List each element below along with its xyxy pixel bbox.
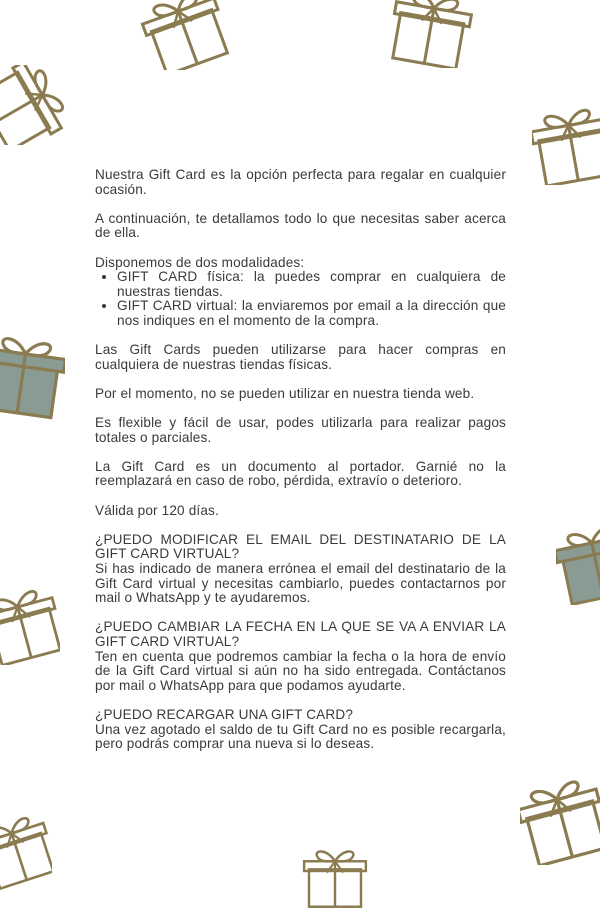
gift-box-icon [140, 0, 230, 70]
list-item: • GIFT CARD física: la puedes comprar en cualquiera de nuestras tiendas. [117, 270, 506, 299]
gift-box-icon [0, 585, 60, 665]
faq-answer: Si has indicado de manera errónea el email del destinatario de la Gift Card virtual y necesitas cambiarlo, puedes contactarnos por mail o WhatsApp y te ayudaremos. [95, 561, 506, 606]
faq-item [95, 533, 506, 606]
list-item: • GIFT CARD virtual: la enviaremos por email a la dirección que nos indiques en el momento de la compra. [117, 299, 506, 328]
faq-answer: Una vez agotado el saldo de tu Gift Card no es posible recargarla, pero podrás comprar una nueva si lo deseas. [95, 721, 506, 752]
gift-box-icon [532, 105, 600, 185]
faq-answer: Ten en cuenta que podremos cambiar la fecha o la hora de envío de la Gift Card virtual si aún no ha sido entregada. Contáctanos por mail o WhatsApp para que podamos ayudarte. [95, 648, 506, 693]
faq-item [95, 708, 506, 752]
gift-box-icon [520, 775, 600, 865]
faq-item [95, 620, 506, 693]
gift-card-info [95, 168, 506, 766]
info-paragraph: Por el momento, no se pueden utilizar en nuestra tienda web. [95, 385, 475, 401]
info-paragraph: Es flexible y fácil de usar, podes utilizarla para realizar pagos totales o parciales. [95, 415, 506, 445]
gift-box-icon [388, 0, 473, 68]
gift-box-icon [0, 325, 65, 425]
gift-box-icon [0, 65, 65, 145]
info-paragraph: La Gift Card es un documento al portador. Garnié no la reemplazará en caso de robo, pérdida, extravío o deterioro. [95, 458, 506, 489]
gift-box-icon [300, 845, 370, 910]
info-paragraph: Válida por 120 días. [95, 502, 219, 518]
info-paragraph: Las Gift Cards pueden utilizarse para hacer compras en cualquiera de nuestras tiendas físicas. [95, 342, 506, 372]
modalities-list [95, 270, 506, 328]
faq-question: ¿PUEDO MODIFICAR EL EMAIL DEL DESTINATARIO DE LA GIFT CARD VIRTUAL? [95, 531, 506, 562]
gift-box-icon [556, 520, 600, 605]
gift-box-icon [0, 810, 52, 890]
intro-paragraph: Nuestra Gift Card es la opción perfecta para regalar en cualquier ocasión. [95, 167, 506, 197]
intro-paragraph: A continuación, te detallamos todo lo que necesitas saber acerca de ella. [95, 210, 506, 241]
faq-question: ¿PUEDO RECARGAR UNA GIFT CARD? [95, 706, 354, 722]
modalities-heading: Disponemos de dos modalidades: [95, 254, 305, 270]
faq-question: ¿PUEDO CAMBIAR LA FECHA EN LA QUE SE VA A ENVIAR LA GIFT CARD VIRTUAL? [95, 619, 506, 649]
